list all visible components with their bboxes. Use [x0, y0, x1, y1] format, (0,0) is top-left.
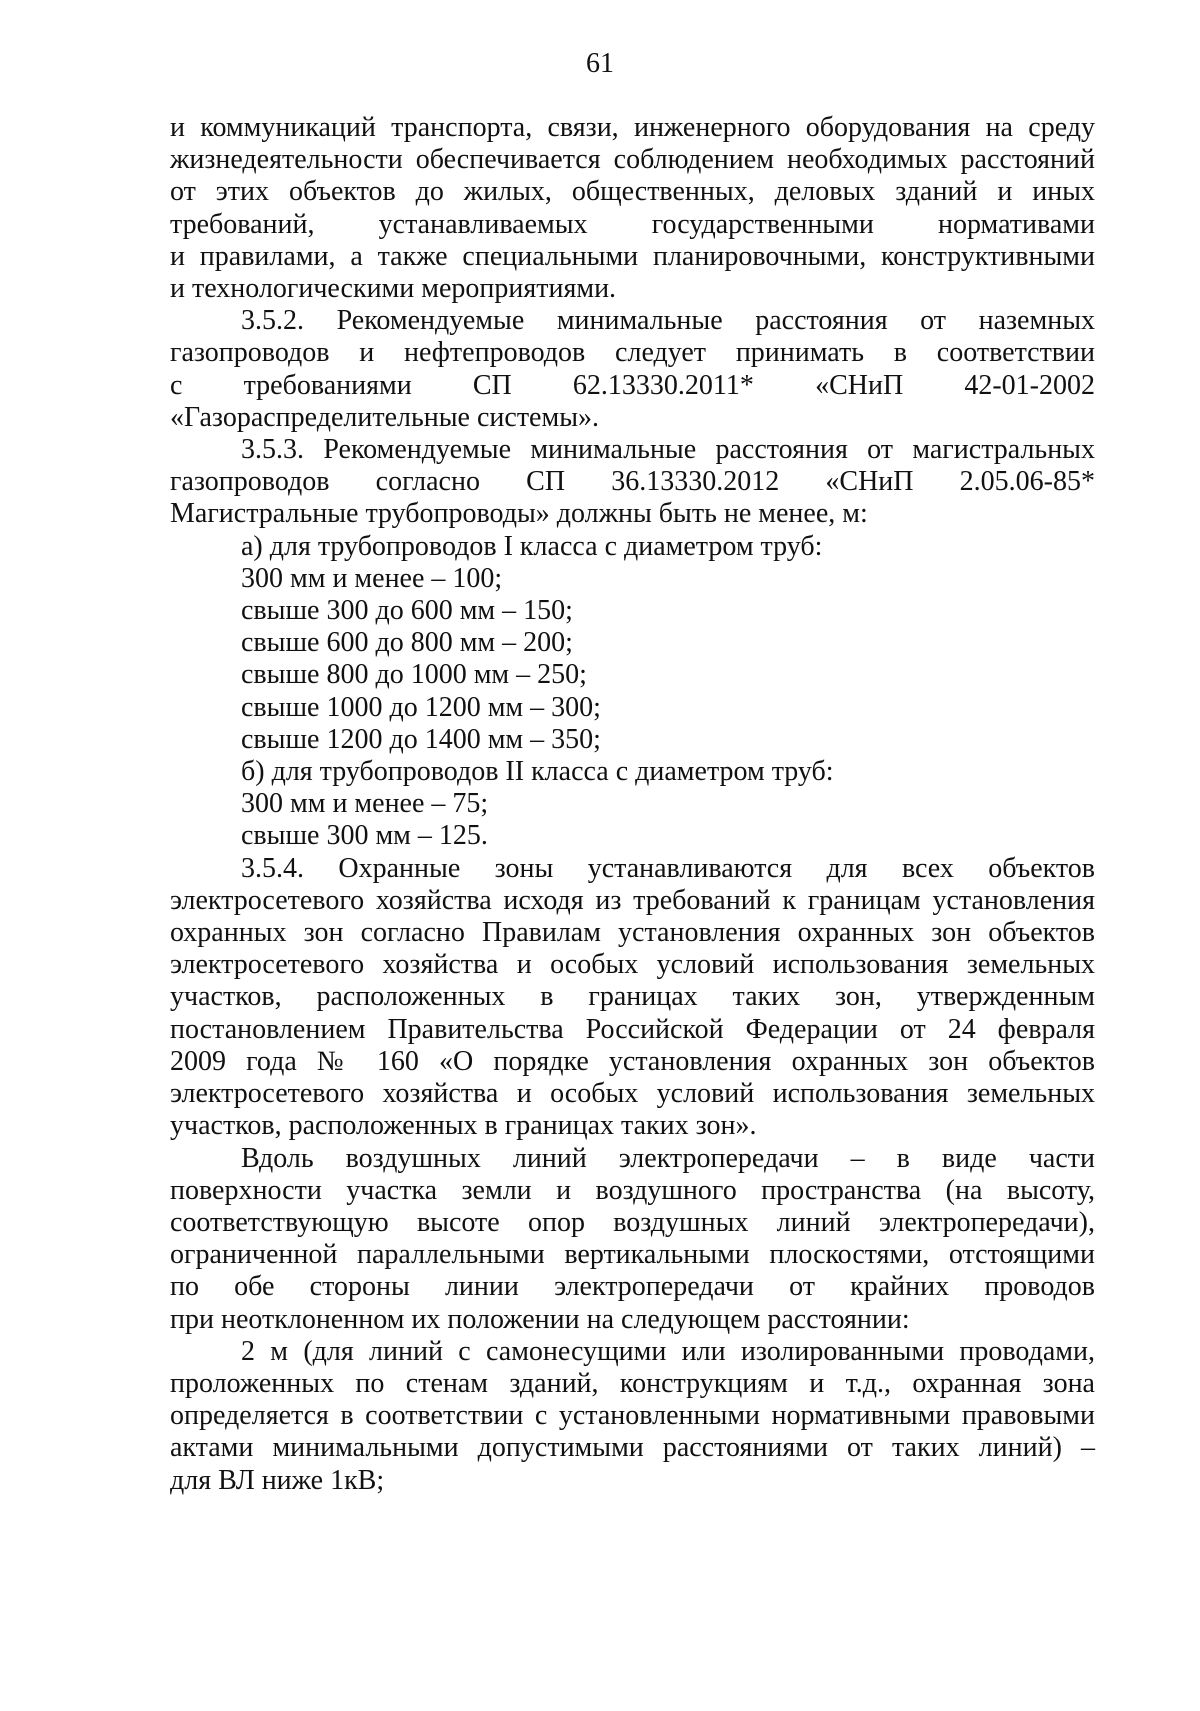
- list-item: свыше 1000 до 1200 мм – 300;: [241, 691, 601, 723]
- section-3-5-2-line: 3.5.2. Рекомендуемые минимальные расстояния от наземных: [241, 305, 1095, 337]
- paragraph-line: и правилами, а также специальными планировочными, конструктивными: [170, 240, 1095, 272]
- section-3-5-4-line: электросетевого хозяйства и особых условий использования земельных: [170, 1078, 1095, 1110]
- list-item: свыше 300 мм – 125.: [241, 820, 488, 852]
- section-3-5-4-line: охранных зон согласно Правилам установления охранных зон объектов: [170, 917, 1095, 949]
- paragraph-line: 2 м (для линий с самонесущими или изолированными проводами,: [241, 1335, 1095, 1367]
- document-body: [170, 112, 1095, 1497]
- section-3-5-4-line: 3.5.4. Охранные зоны устанавливаются для всех объектов: [241, 852, 1095, 884]
- list-item: свыше 600 до 800 мм – 200;: [241, 627, 573, 659]
- paragraph-line: проложенных по стенам зданий, конструкциям и т.д., охранная зона: [170, 1367, 1095, 1399]
- paragraph-line: соответствующую высоте опор воздушных линий электропередачи),: [170, 1206, 1095, 1238]
- section-3-5-4-line: постановлением Правительства Российской Федерации от 24 февраля: [170, 1013, 1095, 1045]
- paragraph-line: для ВЛ ниже 1кВ;: [170, 1464, 385, 1496]
- section-3-5-3-line: 3.5.3. Рекомендуемые минимальные расстояния от магистральных: [241, 434, 1095, 466]
- section-3-5-4-line: участков, расположенных в границах таких зон».: [170, 1110, 757, 1142]
- section-3-5-4-line: электросетевого хозяйства исходя из требований к границам установления: [170, 884, 1095, 916]
- list-item: 300 мм и менее – 75;: [241, 788, 489, 820]
- paragraph-line: Вдоль воздушных линий электропередачи – в виде части: [241, 1142, 1095, 1174]
- section-3-5-2-line: газопроводов и нефтепроводов следует принимать в соответствии: [170, 337, 1095, 369]
- list-item: б) для трубопроводов II класса с диаметром труб:: [241, 756, 834, 788]
- section-3-5-3-line: Магистральные трубопроводы» должны быть не менее, м:: [170, 498, 868, 530]
- paragraph-line: по обе стороны линии электропередачи от крайних проводов: [170, 1271, 1095, 1303]
- paragraph-line: требований, устанавливаемых государственными нормативами: [170, 208, 1095, 240]
- paragraph-line: и коммуникаций транспорта, связи, инженерного оборудования на среду: [170, 112, 1095, 143]
- list-item: а) для трубопроводов I класса с диаметром труб:: [241, 530, 823, 562]
- list-item: свыше 800 до 1000 мм – 250;: [241, 659, 587, 691]
- section-3-5-2-line: «Газораспределительные системы».: [170, 401, 600, 433]
- paragraph-line: при неотклоненном их положении на следующем расстоянии:: [170, 1303, 910, 1335]
- list-item: 300 мм и менее – 100;: [241, 562, 503, 594]
- paragraph-line: и технологическими мероприятиями.: [170, 273, 617, 305]
- section-3-5-4-line: участков, расположенных в границах таких зон, утвержденным: [170, 981, 1095, 1013]
- paragraph-line: ограниченной параллельными вертикальными плоскостями, отстоящими: [170, 1239, 1095, 1271]
- section-3-5-3-line: газопроводов согласно СП 36.13330.2012 «СНиП 2.05.06-85*: [170, 466, 1095, 498]
- paragraph-line: определяется в соответствии с установленными нормативными правовыми: [170, 1400, 1095, 1432]
- list-item: свыше 1200 до 1400 мм – 350;: [241, 723, 601, 755]
- section-3-5-4-line: 2009 года № 160 «О порядке установления охранных зон объектов: [170, 1045, 1095, 1077]
- section-3-5-2-line: с требованиями СП 62.13330.2011* «СНиП 42-01-2002: [170, 369, 1095, 401]
- section-3-5-4-line: электросетевого хозяйства и особых условий использования земельных: [170, 949, 1095, 981]
- list-item: свыше 300 до 600 мм – 150;: [241, 595, 573, 627]
- paragraph-line: актами минимальными допустимыми расстояниями от таких линий) –: [170, 1432, 1095, 1464]
- page-number: 61: [586, 48, 614, 79]
- paragraph-line: поверхности участка земли и воздушного пространства (на высоту,: [170, 1174, 1095, 1206]
- paragraph-line: от этих объектов до жилых, общественных, деловых зданий и иных: [170, 176, 1095, 208]
- paragraph-line: жизнедеятельности обеспечивается соблюдением необходимых расстояний: [170, 144, 1095, 176]
